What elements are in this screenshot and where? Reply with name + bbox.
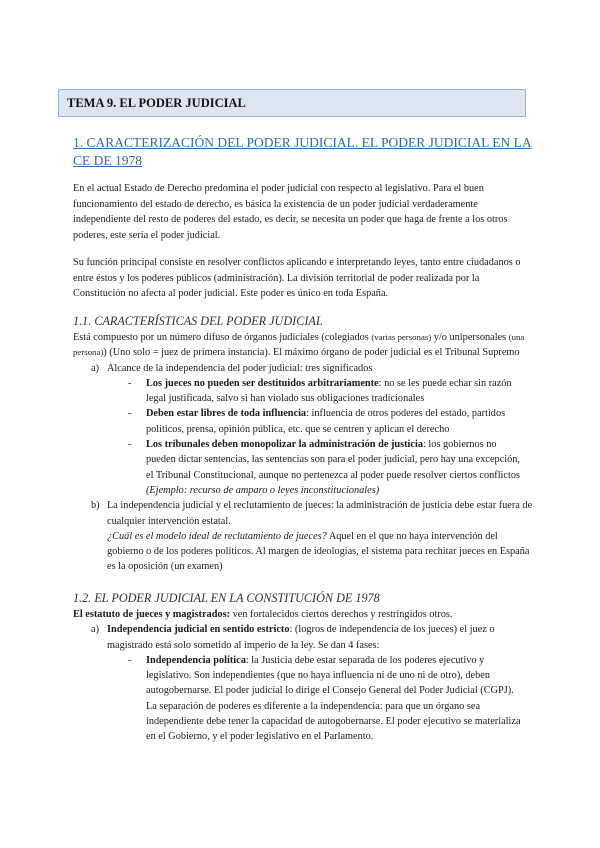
list-item-a: a) Independencia judicial en sentido estricto: (logros de independencia de los jueces) el juez o magistrado está solo sometido al imperio de la ley. Se dan 4 fases: <box>91 624 495 651</box>
characteristics-intro: Está compuesto por un número difuso de órganos judiciales (colegiados (varias personas) y/o unipersonales (una persona)) (Uno solo = juez de primera instancia). El máximo órgano de poder judicial es el Tribunal Supremo <box>73 332 525 359</box>
bullet-item: - Los tribunales deben monopolizar la administración de justicia: los gobiernos no pueden dictar sentencias, las sentencias son para el poder judicial, pero hay una excepción, el Tribunal Constitucional, aunque no pertenezca al poder puede resolver ciertos conflictos (Ejemplo: recurso de amparo o leyes inconstitucionales) <box>128 439 521 496</box>
statute-intro: El estatuto de jueces y magistrados: ven fortalecidos ciertos derechos y restringidos otros. <box>73 609 453 620</box>
note-colegiados: (varias personas) <box>371 332 432 342</box>
list-item-b: b) La independencia judicial y el reclutamiento de jueces: la administración de justicia debe estar fuera de cualquier intervención estatal. <box>91 500 533 527</box>
function-paragraph: Su función principal consiste en resolver conflictos aplicando e interpretando leyes, tanto entre ciudadanos o entre éstos y los poderes públicos (administración). La división territorial de poder realizada por la Constitución no afecta al poder judicial. Este poder es único en toda España. <box>73 257 521 300</box>
subsection-heading-1-1: 1.1. CARACTERÍSTICAS DEL PODER JUDICIAL <box>73 314 323 328</box>
note-unipersonales: (una persona) <box>73 332 525 358</box>
section-heading: 1. CARACTERIZACIÓN DEL PODER JUDICIAL. EL PODER JUDICIAL EN LA CE DE 1978 <box>73 135 532 168</box>
bullet-item: - Los jueces no pueden ser destituidos arbitrariamente: no se les puede echar sin razón legal justificada, salvo si han violado sus obligaciones tradicionales <box>128 377 512 405</box>
bullet-item: - Deben estar libres de toda influencia: influencia de otros poderes del estado, partidos políticos, prensa, opinión pública, etc. que se centren y aplican el derecho <box>128 408 506 435</box>
list-item-b-continuation: ¿Cuál es el modelo ideal de reclutamiento de jueces? Aquel en el que no haya intervención del gobierno o de los poderes políticos. Al margen de ideologías, el sistema para rechitar jueces en España es la oposición (un examen) <box>107 530 530 573</box>
characteristics-block <box>73 330 533 575</box>
constitution-block <box>73 607 533 745</box>
subsection-heading-1-2: 1.2. EL PODER JUDICIAL EN LA CONSTITUCIÓN DE 1978 <box>73 591 380 605</box>
topic-title: TEMA 9. EL PODER JUDICIAL <box>58 89 526 117</box>
intro-paragraph: En el actual Estado de Derecho predomina el poder judicial con respecto al legislativo. Para el buen funcionamiento del estado de derecho, es básica la existencia de un poder judicial verdaderamente independiente del resto de poderes del estado, es decir, se necesita un poder que haga de frente a los otros poderes, este sería el poder judicial. <box>73 183 508 241</box>
list-item-a: a) Alcance de la independencia del poder judicial: tres significados <box>91 362 373 374</box>
bullet-item: - Independencia política: la Justicia debe estar separada de los poderes ejecutivo y legislativo. Son independientes (que no haya influencia ni de uno ni de otro), deben autogobernarse. El poder judicial lo dirige el Consejo General del Poder Judicial (CGPJ). La separación de poderes es diferente a la independencia: para que un órgano sea independiente debe tener la capacidad de autogobernarse. El poder ejecutivo se materializa en el Gobierno, y el poder legislativo en el Parlamento. <box>128 654 521 743</box>
